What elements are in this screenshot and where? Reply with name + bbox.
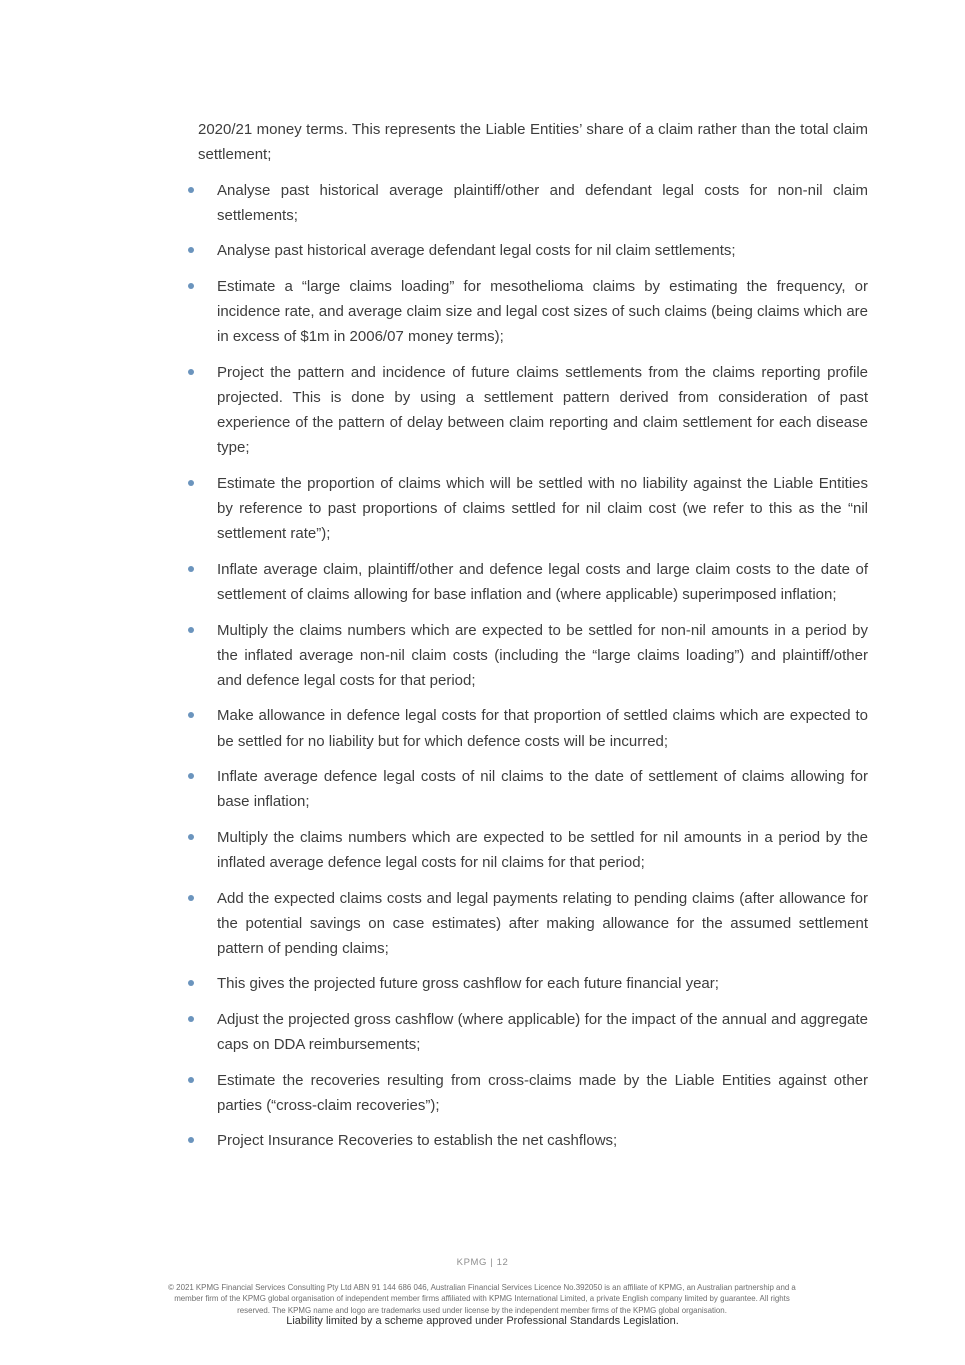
bullet-text: Analyse past historical average defendant legal costs for nil claim settlements; <box>217 242 736 260</box>
bullet-item <box>217 1128 868 1153</box>
bullet-text: Project the pattern and incidence of future claims settlements from the claims reporting profile projected. This is done by using a settlement pattern derived from consideration of past experience of the pattern of delay between claim reporting and claim settlement for each disease type; <box>217 363 868 457</box>
page-number-line: KPMG | 12 <box>456 1257 509 1268</box>
intro-paragraph: 2020/21 money terms. This represents the Liable Entities’ share of a claim rather than the total claim settlement; <box>198 121 868 164</box>
bullet-text: Make allowance in defence legal costs for that proportion of settled claims which are expected to be settled for no liability but for which defence costs will be incurred; <box>217 707 868 750</box>
bullet-item <box>217 178 868 228</box>
bullet-text: Adjust the projected gross cashflow (where applicable) for the impact of the annual and aggregate caps on DDA reimbursements; <box>217 1010 868 1054</box>
bullet-text: Estimate a “large claims loading” for mesothelioma claims by estimating the frequency, or incidence rate, and average claim size and legal cost sizes of such claims (being claims which are in excess of $1m in 2006/07 money terms); <box>217 277 868 346</box>
bullet-text: Analyse past historical average plaintiff/other and defendant legal costs for non-nil claim settlements; <box>217 181 868 224</box>
bullet-item <box>217 618 868 694</box>
bullet-item <box>217 1007 868 1057</box>
bullet-dot-icon <box>188 834 194 840</box>
bullet-text: Add the expected claims costs and legal payments relating to pending claims (after allowance for the potential savings on case estimates) after making allowance for the assumed settlement pattern of pending claims; <box>217 889 868 957</box>
bullet-dot-icon <box>188 980 194 986</box>
bullet-item <box>217 764 868 814</box>
bullet-dot-icon <box>188 187 194 193</box>
bullet-text: Inflate average defence legal costs of nil claims to the date of settlement of claims allowing for base inflation; <box>217 768 868 811</box>
footer-legal-line: reserved. The KPMG name and logo are trademarks used under license by the independent member firms of the KPMG global organisation. <box>237 1305 727 1315</box>
footer-legal-text <box>112 1282 852 1316</box>
footer-legal-line: © 2021 KPMG Financial Services Consulting Pty Ltd ABN 91 144 686 046, Australian Financial Services Licence No.392050 is an affiliate of KPMG, an Australian partnership and a <box>168 1283 796 1292</box>
bullet-dot-icon <box>188 247 194 253</box>
bullet-dot-icon <box>188 1077 194 1083</box>
bullet-text: Multiply the claims numbers which are expected to be settled for non-nil amounts in a period by the inflated average non-nil claim costs (including the “large claims loading”) and plaintiff/other and defence legal costs for that period; <box>217 621 868 689</box>
bullet-item <box>217 557 868 607</box>
bullet-text: Project Insurance Recoveries to establish the net cashflows; <box>217 1132 618 1150</box>
bullet-item <box>217 360 868 461</box>
bullet-item <box>217 274 868 350</box>
bullet-dot-icon <box>188 369 194 375</box>
page-content <box>198 117 868 1154</box>
bullet-text: Estimate the recoveries resulting from cross-claims made by the Liable Entities against other parties (“cross-claim recoveries”); <box>217 1071 868 1114</box>
bullet-dot-icon <box>188 283 194 289</box>
bullet-list <box>198 178 868 1154</box>
bullet-dot-icon <box>188 773 194 779</box>
bullet-text: Multiply the claims numbers which are expected to be settled for nil amounts in a period by the inflated average defence legal costs for nil claims for that period; <box>217 828 868 872</box>
bullet-dot-icon <box>188 895 194 901</box>
bullet-item <box>217 703 868 753</box>
footer-liability-note: Liability limited by a scheme approved under Professional Standards Legislation. <box>286 1315 679 1327</box>
footer-legal-line: member firm of the KPMG global organisation of independent member firms affiliated with KPMG International Limited, a private English company limited by guarantee. All rights <box>174 1294 790 1304</box>
bullet-text: Inflate average claim, plaintiff/other and defence legal costs and large claim costs to the date of settlement of claims allowing for base inflation and (where applicable) superimposed inflation; <box>217 560 868 604</box>
bullet-text: Estimate the proportion of claims which will be settled with no liability against the Liable Entities by reference to past proportions of claims settled for nil claim cost (we refer to this as the “nil settlement rate”); <box>217 474 868 543</box>
bullet-dot-icon <box>188 627 194 633</box>
bullet-item <box>217 238 868 263</box>
bullet-item <box>217 971 868 996</box>
bullet-dot-icon <box>188 1137 194 1143</box>
bullet-dot-icon <box>188 566 194 572</box>
bullet-item <box>217 471 868 547</box>
bullet-text: This gives the projected future gross cashflow for each future financial year; <box>217 975 719 993</box>
bullet-item <box>217 1068 868 1118</box>
bullet-item <box>217 886 868 962</box>
bullet-item <box>217 825 868 875</box>
bullet-dot-icon <box>188 712 194 718</box>
bullet-dot-icon <box>188 480 194 486</box>
bullet-dot-icon <box>188 1016 194 1022</box>
